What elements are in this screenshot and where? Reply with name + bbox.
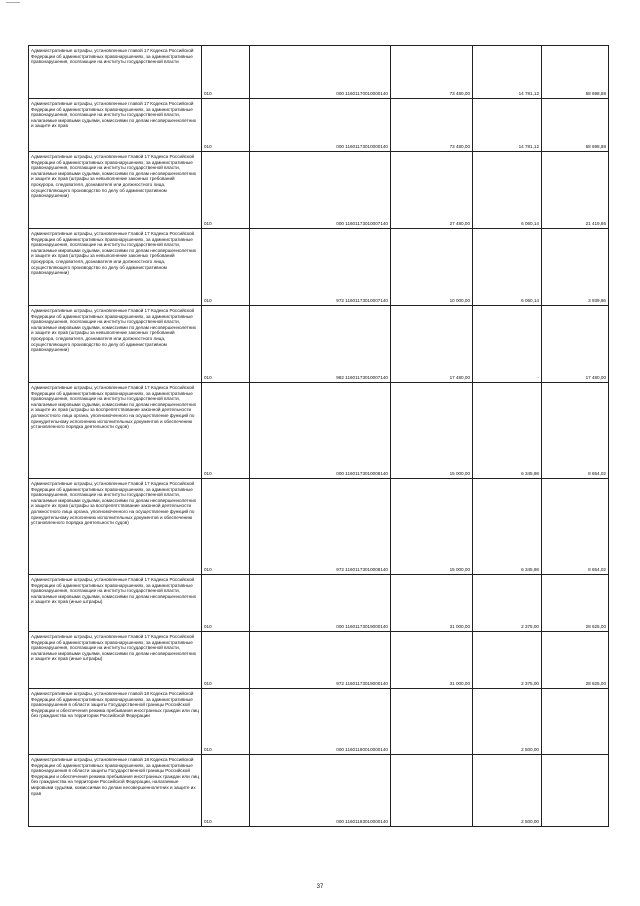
- scan-header-mark: [6, 0, 24, 5]
- income-description-cell: Административные штрафы, установленные Главой 17 Кодекса Российской Федерации об административных правонарушениях, за административные правонарушения, посягающие на институты государственной власти, налагаемые мировыми судьями, комиссиями по делам несовершеннолетних и защите их прав (штрафы за воспрепятствование законной деятельности должностного лица органа, уполномоченного на осуществление функций по принудительному исполнению исполнительных документов и обеспечению установленного порядка деятельности судов): [29, 479, 202, 575]
- budget-classification-code-cell: 000 11601173010008140: [250, 383, 391, 479]
- budget-classification-code-cell: 972 11601173010007140: [250, 229, 391, 306]
- approved-amount-cell: [391, 755, 473, 827]
- income-description-cell: Административные штрафы, установленные Главой 17 Кодекса Российской Федерации об административных правонарушениях, за административные правонарушения, посягающие на институты государственной власти, налагаемые мировыми судьями, комиссиями по делам несовершеннолетних и защите их прав (иные штрафы): [29, 575, 202, 632]
- income-description-cell: Административные штрафы, установленные Главой 17 Кодекса Российской Федерации об административных правонарушениях, за административные правонарушения, посягающие на институты государственной власти, налагаемые мировыми судьями, комиссиями по делам несовершеннолетних и защите их прав (штрафы за невыполнение законных требований прокурора, следователя, дознавателя или должностного лица, осуществляющего производство по делу об административном правонарушении): [29, 306, 202, 383]
- budget-classification-code-cell: 000 11601173010007140: [250, 152, 391, 229]
- approved-amount-cell: 73 480,00: [391, 99, 473, 152]
- table-row: [29, 306, 609, 383]
- executed-amount-cell: 14 781,12: [473, 46, 542, 99]
- executed-amount-cell: 6 060,14: [473, 152, 542, 229]
- budget-classification-code-cell: 982 11601173010007140: [250, 306, 391, 383]
- unexecuted-amount-cell: 28 625,00: [542, 632, 609, 689]
- unexecuted-amount-cell: [542, 755, 609, 827]
- approved-amount-cell: 31 000,00: [391, 632, 473, 689]
- unexecuted-amount-cell: 58 698,88: [542, 46, 609, 99]
- line-code-cell: 010: [202, 383, 250, 479]
- table-row: [29, 689, 609, 755]
- income-description-cell: Административные штрафы, установленные Главой 17 Кодекса Российской Федерации об административных правонарушениях, за административные правонарушения, посягающие на институты государственной власти, налагаемые мировыми судьями, комиссиями по делам несовершеннолетних и защите их прав (штрафы за невыполнение законных требований прокурора, следователя, дознавателя или должностного лица, осуществляющего производство по делу об административном правонарушении): [29, 152, 202, 229]
- approved-amount-cell: 10 000,00: [391, 229, 473, 306]
- line-code-cell: 010: [202, 229, 250, 306]
- approved-amount-cell: 15 000,00: [391, 479, 473, 575]
- unexecuted-amount-cell: 8 654,02: [542, 479, 609, 575]
- budget-classification-code-cell: 972 11601173010008140: [250, 479, 391, 575]
- executed-amount-cell: 2 375,00: [473, 575, 542, 632]
- income-description-cell: Административные штрафы, установленные главой 18 Кодекса Российской Федерации об административных правонарушениях, за административные правонарушения в области защиты Государственной границы Российской Федерации и обеспечения режима пребывания иностранных граждан или лиц без гражданства на территории Российской Федерации: [29, 689, 202, 755]
- budget-classification-code-cell: 000 11601173019000140: [250, 575, 391, 632]
- budget-classification-code-cell: 000 11601170010000140: [250, 46, 391, 99]
- line-code-cell: 010: [202, 99, 250, 152]
- income-description-cell: Административные штрафы, установленные главой 17 Кодекса Российской Федерации об административных правонарушениях, за административные правонарушения, посягающие на институты государственной власти: [29, 46, 202, 99]
- unexecuted-amount-cell: 17 480,00: [542, 306, 609, 383]
- line-code-cell: 010: [202, 632, 250, 689]
- budget-classification-code-cell: 000 11601183010000140: [250, 755, 391, 827]
- line-code-cell: 010: [202, 689, 250, 755]
- table-row: [29, 383, 609, 479]
- table-row: [29, 575, 609, 632]
- approved-amount-cell: [391, 689, 473, 755]
- income-description-cell: Административные штрафы, установленные Главой 17 Кодекса Российской Федерации об административных правонарушениях, за административные правонарушения, посягающие на институты государственной власти, налагаемые мировыми судьями, комиссиями по делам несовершеннолетних и защите их прав (штрафы за воспрепятствование законной деятельности должностного лица органа, уполномоченного на осуществление функций по принудительному исполнению исполнительных документов и обеспечению установленного порядка деятельности судов): [29, 383, 202, 479]
- line-code-cell: 010: [202, 479, 250, 575]
- approved-amount-cell: 15 000,00: [391, 383, 473, 479]
- budget-classification-code-cell: 000 11601173010000140: [250, 99, 391, 152]
- approved-amount-cell: 27 480,00: [391, 152, 473, 229]
- income-description-cell: Административные штрафы, установленные главой 18 Кодекса Российской Федерации об административных правонарушениях, за административные правонарушения в области защиты Государственной границы Российской Федерации и обеспечения режима пребывания иностранных граждан или лиц без гражданства на территории Российской Федерации, налагаемые мировыми судьями, комиссиями по делам несовершеннолетних и защите их прав: [29, 755, 202, 827]
- unexecuted-amount-cell: 8 654,02: [542, 383, 609, 479]
- table-row: [29, 479, 609, 575]
- unexecuted-amount-cell: 21 419,86: [542, 152, 609, 229]
- line-code-cell: 010: [202, 306, 250, 383]
- budget-classification-code-cell: 972 11601173019000140: [250, 632, 391, 689]
- approved-amount-cell: 31 000,00: [391, 575, 473, 632]
- table-row: [29, 755, 609, 827]
- line-code-cell: 010: [202, 152, 250, 229]
- income-description-cell: Административные штрафы, установленные Главой 17 Кодекса Российской Федерации об административных правонарушениях, за административные правонарушения, посягающие на институты государственной власти, налагаемые мировыми судьями, комиссиями по делам несовершеннолетних и защите их прав (штрафы за невыполнение законных требований прокурора, следователя, дознавателя или должностного лица, осуществляющего производство по делу об административном правонарушении): [29, 229, 202, 306]
- unexecuted-amount-cell: 3 939,86: [542, 229, 609, 306]
- line-code-cell: 010: [202, 755, 250, 827]
- unexecuted-amount-cell: 28 625,00: [542, 575, 609, 632]
- table-row: [29, 46, 609, 99]
- executed-amount-cell: 2 500,00: [473, 689, 542, 755]
- approved-amount-cell: 17 480,00: [391, 306, 473, 383]
- executed-amount-cell: 6 345,98: [473, 479, 542, 575]
- budget-classification-code-cell: 000 11601180010000140: [250, 689, 391, 755]
- table-row: [29, 152, 609, 229]
- table-row: [29, 99, 609, 152]
- page-number: 37: [316, 884, 324, 890]
- table-row: [29, 632, 609, 689]
- executed-amount-cell: 6 060,14: [473, 229, 542, 306]
- budget-execution-table: [28, 45, 609, 827]
- unexecuted-amount-cell: [542, 689, 609, 755]
- executed-amount-cell: -: [473, 306, 542, 383]
- line-code-cell: 010: [202, 46, 250, 99]
- unexecuted-amount-cell: 58 698,88: [542, 99, 609, 152]
- table-row: [29, 229, 609, 306]
- executed-amount-cell: 2 375,00: [473, 632, 542, 689]
- line-code-cell: 010: [202, 575, 250, 632]
- executed-amount-cell: 6 345,98: [473, 383, 542, 479]
- income-description-cell: Административные штрафы, установленные Главой 17 Кодекса Российской Федерации об административных правонарушениях, за административные правонарушения, посягающие на институты государственной власти, налагаемые мировыми судьями, комиссиями по делам несовершеннолетних и защите их прав (иные штрафы): [29, 632, 202, 689]
- executed-amount-cell: 2 500,00: [473, 755, 542, 827]
- approved-amount-cell: 73 480,00: [391, 46, 473, 99]
- income-description-cell: Административные штрафы, установленные главой 17 Кодекса Российской Федерации об административных правонарушениях, за административные правонарушения, посягающие на институты государственной власти, налагаемые мировыми судьями, комиссиями по делам несовершеннолетних и защите их прав: [29, 99, 202, 152]
- executed-amount-cell: 14 781,12: [473, 99, 542, 152]
